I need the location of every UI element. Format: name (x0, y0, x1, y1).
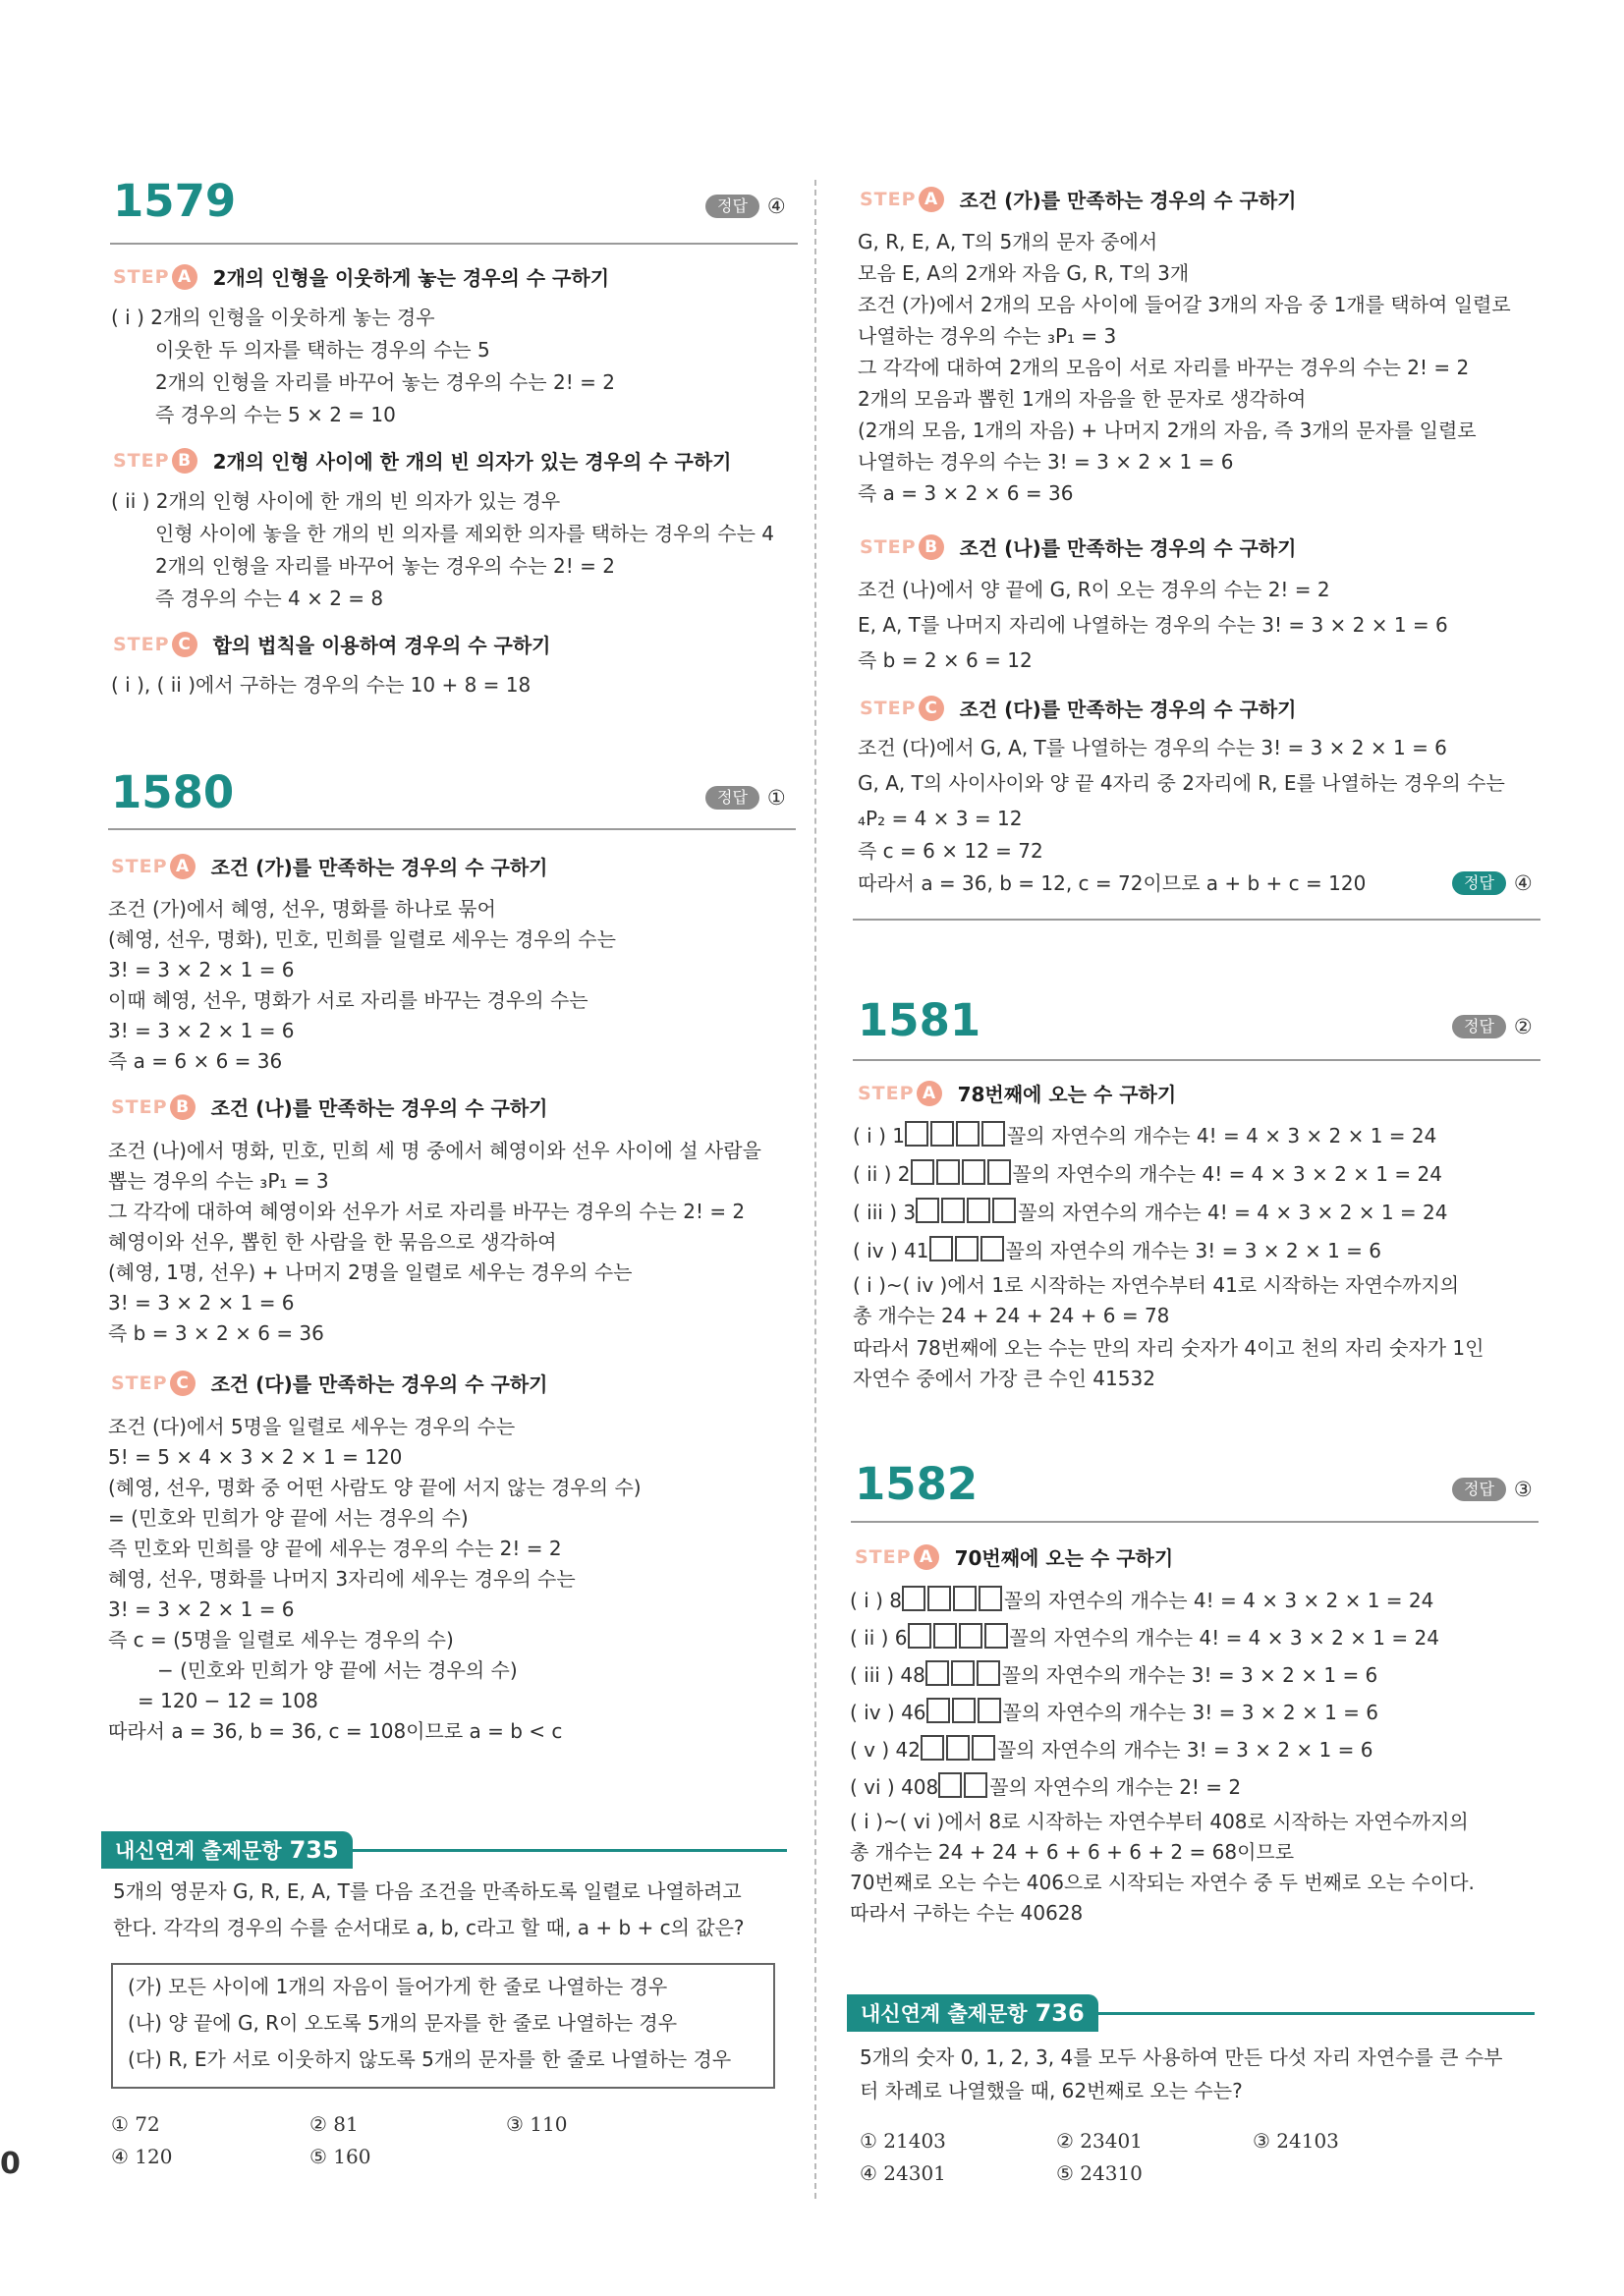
step-a-1579 (113, 262, 609, 291)
step-title: 합의 법칙을 이용하여 경우의 수 구하기 (212, 634, 551, 657)
problem-rule (851, 1521, 1539, 1523)
solution-line: = 120 − 12 = 108 (138, 1689, 318, 1712)
solution-line: 조건 (나)에서 명화, 민호, 민희 세 명 중에서 혜영이와 선우 사이에 설 사람을 (108, 1139, 761, 1162)
step-label: STEP (113, 633, 170, 655)
question-line: 터 차례로 나열했을 때, 62번째로 오는 수는? (860, 2079, 1243, 2102)
step-title: 2개의 인형을 이웃하게 놓는 경우의 수 구하기 (212, 266, 610, 290)
step-title: 조건 (나)를 만족하는 경우의 수 구하기 (210, 1096, 548, 1120)
step-title: 2개의 인형 사이에 한 개의 빈 의자가 있는 경우의 수 구하기 (212, 450, 732, 474)
answer-badge: 정답 (1452, 1478, 1506, 1501)
choice-5[interactable]: ⑤ 24310 (1056, 2161, 1143, 2185)
case-row: ( iv ) 41 꼴의 자연수의 개수는 3! = 3 × 2 × 1 = 6 (853, 1236, 1381, 1264)
solution-line: 혜영, 선우, 명화를 나머지 3자리에 세우는 경우의 수는 (108, 1567, 576, 1591)
choice-2[interactable]: ② 23401 (1056, 2129, 1143, 2153)
solution-line: ( i ), ( ii )에서 구하는 경우의 수는 10 + 8 = 18 (111, 673, 532, 697)
solution-line: 3! = 3 × 2 × 1 = 6 (108, 958, 295, 981)
solution-line: (혜영, 선우, 명화), 민호, 민희를 일렬로 세우는 경우의 수는 (108, 927, 616, 951)
solution-line: 조건 (가)에서 2개의 모음 사이에 들어갈 3개의 자음 중 1개를 택하여 일렬로 (858, 293, 1511, 316)
step-title: 조건 (다)를 만족하는 경우의 수 구하기 (210, 1372, 548, 1396)
answer-badge: 정답 (1452, 1015, 1506, 1038)
question-line: 한다. 각각의 경우의 수를 순서대로 a, b, c라고 할 때, a + b + c의 값은? (113, 1916, 745, 1939)
step-c-735 (860, 694, 1296, 722)
step-a-1580 (111, 852, 547, 880)
solution-line: 즉 a = 3 × 2 × 6 = 36 (858, 481, 1074, 505)
answer-value: ② (1513, 1015, 1533, 1038)
step-a-1582 (855, 1542, 1173, 1571)
case-row: ( i ) 1 꼴의 자연수의 개수는 4! = 4 × 3 × 2 × 1 = 24 (853, 1121, 1436, 1149)
choice-1[interactable]: ① 72 (111, 2112, 160, 2136)
solution-line: ( i )~( vi )에서 8로 시작하는 자연수부터 408로 시작하는 자연수까지의 (850, 1810, 1469, 1833)
step-title: 조건 (나)를 만족하는 경우의 수 구하기 (959, 536, 1297, 560)
step-a-735 (860, 185, 1296, 213)
step-b-1580 (111, 1092, 547, 1121)
step-label: STEP (113, 265, 170, 288)
case-row: ( i ) 8 꼴의 자연수의 개수는 4! = 4 × 3 × 2 × 1 = 24 (850, 1586, 1433, 1614)
case-row: ( vi ) 408 꼴의 자연수의 개수는 2! = 2 (850, 1772, 1241, 1801)
question-line: 5개의 영문자 G, R, E, A, T를 다음 조건을 만족하도록 일렬로 나열하려고 (113, 1879, 742, 1903)
solution-line: 조건 (다)에서 5명을 일렬로 세우는 경우의 수는 (108, 1415, 516, 1438)
step-title: 조건 (가)를 만족하는 경우의 수 구하기 (959, 189, 1297, 212)
solution-line: 3! = 3 × 2 × 1 = 6 (108, 1019, 295, 1042)
answer-value: ③ (1513, 1478, 1533, 1501)
answer-value: ④ (766, 195, 786, 218)
step-letter: B (170, 1094, 196, 1120)
case-row: ( iii ) 48 꼴의 자연수의 개수는 3! = 3 × 2 × 1 = 6 (850, 1660, 1377, 1689)
problem-rule (853, 919, 1540, 921)
answer-badge: 정답 (705, 195, 759, 218)
solution-line: 뽑는 경우의 수는 ₃P₁ = 3 (108, 1169, 329, 1193)
solution-line: 조건 (다)에서 G, A, T를 나열하는 경우의 수는 3! = 3 × 2 × 1 = 6 (858, 736, 1447, 759)
solution-line: 2개의 인형을 자리를 바꾸어 놓는 경우의 수는 2! = 2 (155, 370, 615, 394)
solution-line: 70번째로 오는 수는 406으로 시작되는 자연수 중 두 번째로 오는 수이다. (850, 1871, 1475, 1894)
solution-line: 즉 b = 2 × 6 = 12 (858, 648, 1033, 672)
step-b-1579 (113, 446, 731, 475)
answer-1582 (1452, 1478, 1533, 1501)
solution-line: 조건 (나)에서 양 끝에 G, R이 오는 경우의 수는 2! = 2 (858, 578, 1330, 601)
solution-line: 조건 (가)에서 혜영, 선우, 명화를 하나로 묶어 (108, 897, 496, 921)
case-row: ( iv ) 46 꼴의 자연수의 개수는 3! = 3 × 2 × 1 = 6 (850, 1698, 1378, 1726)
step-title: 조건 (가)를 만족하는 경우의 수 구하기 (210, 856, 548, 879)
solution-line: 2개의 모음과 뽑힌 1개의 자음을 한 문자로 생각하여 (858, 387, 1307, 411)
problem-rule (108, 828, 796, 830)
banner-line (1098, 2012, 1535, 2015)
solution-line: ₄P₂ = 4 × 3 = 12 (858, 807, 1023, 830)
solution-line: 자연수 중에서 가장 큰 수인 41532 (853, 1367, 1155, 1390)
choice-5[interactable]: ⑤ 160 (309, 2145, 371, 2168)
solution-line: ( ii ) 2개의 인형 사이에 한 개의 빈 의자가 있는 경우 (111, 489, 561, 513)
condition-line: (나) 양 끝에 G, R이 오도록 5개의 문자를 한 줄로 나열하는 경우 (128, 2011, 678, 2035)
choice-4[interactable]: ④ 120 (111, 2145, 173, 2168)
solution-line: 즉 c = (5명을 일렬로 세우는 경우의 수) (108, 1628, 454, 1652)
step-c-1579 (113, 630, 551, 658)
step-letter: A (170, 854, 196, 879)
solution-line: 모음 E, A의 2개와 자음 G, R, T의 3개 (858, 261, 1190, 285)
step-label: STEP (111, 1372, 168, 1394)
step-label: STEP (111, 855, 168, 877)
choice-2[interactable]: ② 81 (309, 2112, 359, 2136)
step-letter: B (172, 448, 197, 474)
column-divider (814, 180, 816, 2199)
banner-label: 내신연계 출제문항 736 (847, 1994, 1098, 2032)
answer-value: ① (766, 786, 786, 810)
solution-line: (혜영, 선우, 명화 중 어떤 사람도 양 끝에 서지 않는 경우의 수) (108, 1476, 642, 1499)
step-b-735 (860, 532, 1296, 561)
problem-rule (110, 243, 798, 245)
choice-4[interactable]: ④ 24301 (860, 2161, 946, 2185)
solution-line: 2개의 인형을 자리를 바꾸어 놓는 경우의 수는 2! = 2 (155, 554, 615, 578)
solution-line: 즉 a = 6 × 6 = 36 (108, 1049, 283, 1073)
step-letter: A (172, 264, 197, 290)
case-row: ( v ) 42 꼴의 자연수의 개수는 3! = 3 × 2 × 1 = 6 (850, 1735, 1372, 1764)
related-question-banner-735 (101, 1831, 787, 1869)
choice-3[interactable]: ③ 110 (506, 2112, 568, 2136)
solution-line: E, A, T를 나머지 자리에 나열하는 경우의 수는 3! = 3 × 2 × 1 = 6 (858, 613, 1448, 637)
solution-line: 즉 경우의 수는 4 × 2 = 8 (155, 587, 384, 610)
step-label: STEP (113, 449, 170, 472)
banner-line (353, 1849, 787, 1852)
banner-label: 내신연계 출제문항 735 (101, 1831, 353, 1869)
step-letter: B (919, 534, 944, 560)
solution-line: 총 개수는 24 + 24 + 6 + 6 + 6 + 2 = 68이므로 (850, 1840, 1295, 1864)
answer-735 (1452, 871, 1533, 895)
answer-1580 (705, 786, 786, 810)
choice-3[interactable]: ③ 24103 (1253, 2129, 1339, 2153)
condition-line: (가) 모든 사이에 1개의 자음이 들어가게 한 줄로 나열하는 경우 (128, 1975, 668, 1998)
solution-line: 즉 경우의 수는 5 × 2 = 10 (155, 403, 396, 426)
choice-1[interactable]: ① 21403 (860, 2129, 946, 2153)
solution-line: G, R, E, A, T의 5개의 문자 중에서 (858, 230, 1158, 253)
step-letter: C (919, 696, 944, 721)
solution-line: 나열하는 경우의 수는 3! = 3 × 2 × 1 = 6 (858, 450, 1234, 474)
solution-line: 총 개수는 24 + 24 + 24 + 6 = 78 (853, 1304, 1170, 1327)
step-c-1580 (111, 1369, 547, 1397)
step-label: STEP (858, 1082, 915, 1104)
solution-line: 그 각각에 대하여 2개의 모음이 서로 자리를 바꾸는 경우의 수는 2! = 2 (858, 356, 1470, 379)
solution-line: 따라서 구하는 수는 40628 (850, 1901, 1084, 1925)
step-label: STEP (111, 1095, 168, 1118)
step-label: STEP (860, 188, 917, 210)
solution-line: = (민호와 민희가 양 끝에 서는 경우의 수) (108, 1506, 469, 1530)
case-row: ( ii ) 6 꼴의 자연수의 개수는 4! = 4 × 3 × 2 × 1 = 24 (850, 1623, 1439, 1652)
answer-1581 (1452, 1015, 1533, 1038)
step-label: STEP (855, 1545, 912, 1568)
step-letter: A (917, 1081, 942, 1106)
solution-line: 따라서 a = 36, b = 12, c = 72이므로 a + b + c = 120 (858, 871, 1367, 895)
step-letter: C (172, 632, 197, 657)
step-letter: C (170, 1371, 196, 1396)
solution-line: 따라서 78번째에 오는 수는 만의 자리 숫자가 4이고 천의 자리 숫자가 1인 (853, 1336, 1484, 1360)
solution-line: 5! = 5 × 4 × 3 × 2 × 1 = 120 (108, 1445, 403, 1469)
problem-number-1579: 1579 (113, 175, 237, 227)
solution-line: 3! = 3 × 2 × 1 = 6 (108, 1291, 295, 1315)
answer-badge: 정답 (705, 786, 759, 810)
solution-line: 즉 민호와 민희를 양 끝에 세우는 경우의 수는 2! = 2 (108, 1537, 562, 1560)
step-letter: A (919, 187, 944, 212)
step-a-1581 (858, 1079, 1176, 1107)
solution-line: 즉 b = 3 × 2 × 6 = 36 (108, 1321, 324, 1345)
step-title: 78번째에 오는 수 구하기 (957, 1083, 1177, 1106)
step-label: STEP (860, 697, 917, 719)
solution-line: 이웃한 두 의자를 택하는 경우의 수는 5 (155, 338, 490, 362)
solution-line: 이때 혜영, 선우, 명화가 서로 자리를 바꾸는 경우의 수는 (108, 988, 588, 1012)
solution-line: ( i ) 2개의 인형을 이웃하게 놓는 경우 (111, 306, 435, 329)
solution-line: 그 각각에 대하여 혜영이와 선우가 서로 자리를 바꾸는 경우의 수는 2! = 2 (108, 1200, 746, 1223)
step-label: STEP (860, 535, 917, 558)
solution-line: 혜영이와 선우, 뽑힌 한 사람을 한 묶음으로 생각하여 (108, 1230, 557, 1254)
step-title: 조건 (다)를 만족하는 경우의 수 구하기 (959, 698, 1297, 721)
page-number: 0 (0, 2147, 21, 2181)
solution-line: ( i )~( iv )에서 1로 시작하는 자연수부터 41로 시작하는 자연수까지의 (853, 1273, 1460, 1297)
solution-line: G, A, T의 사이사이와 양 끝 4자리 중 2자리에 R, E를 나열하는 경우의 수는 (858, 771, 1505, 795)
solution-line: − (민호와 민희가 양 끝에 서는 경우의 수) (157, 1658, 518, 1682)
related-question-banner-736 (847, 1994, 1535, 2032)
condition-line: (다) R, E가 서로 이웃하지 않도록 5개의 문자를 한 줄로 나열하는 경우 (128, 2047, 732, 2071)
step-letter: A (914, 1544, 939, 1570)
solution-line: (2개의 모음, 1개의 자음) + 나머지 2개의 자음, 즉 3개의 문자를 일렬로 (858, 419, 1477, 442)
solution-line: 나열하는 경우의 수는 ₃P₁ = 3 (858, 324, 1117, 348)
solution-line: 인형 사이에 놓을 한 개의 빈 의자를 제외한 의자를 택하는 경우의 수는 4 (155, 522, 774, 545)
case-row: ( ii ) 2 꼴의 자연수의 개수는 4! = 4 × 3 × 2 × 1 = 24 (853, 1159, 1442, 1188)
answer-value: ④ (1513, 871, 1533, 895)
problem-number-1580: 1580 (111, 766, 235, 818)
solution-line: 3! = 3 × 2 × 1 = 6 (108, 1597, 295, 1621)
solution-line: (혜영, 1명, 선우) + 나머지 2명을 일렬로 세우는 경우의 수는 (108, 1260, 633, 1284)
answer-badge: 정답 (1452, 871, 1506, 895)
case-row: ( iii ) 3 꼴의 자연수의 개수는 4! = 4 × 3 × 2 × 1 = 24 (853, 1198, 1447, 1226)
question-line: 5개의 숫자 0, 1, 2, 3, 4를 모두 사용하여 만든 다섯 자리 자연수를 큰 수부 (860, 2045, 1503, 2069)
problem-number-1581: 1581 (858, 994, 981, 1046)
solution-line: 따라서 a = 36, b = 36, c = 108이므로 a = b < c (108, 1719, 563, 1743)
solution-line: 즉 c = 6 × 12 = 72 (858, 839, 1043, 863)
problem-rule (853, 1059, 1540, 1061)
answer-1579 (705, 195, 786, 218)
step-title: 70번째에 오는 수 구하기 (954, 1546, 1174, 1570)
problem-number-1582: 1582 (855, 1458, 979, 1510)
